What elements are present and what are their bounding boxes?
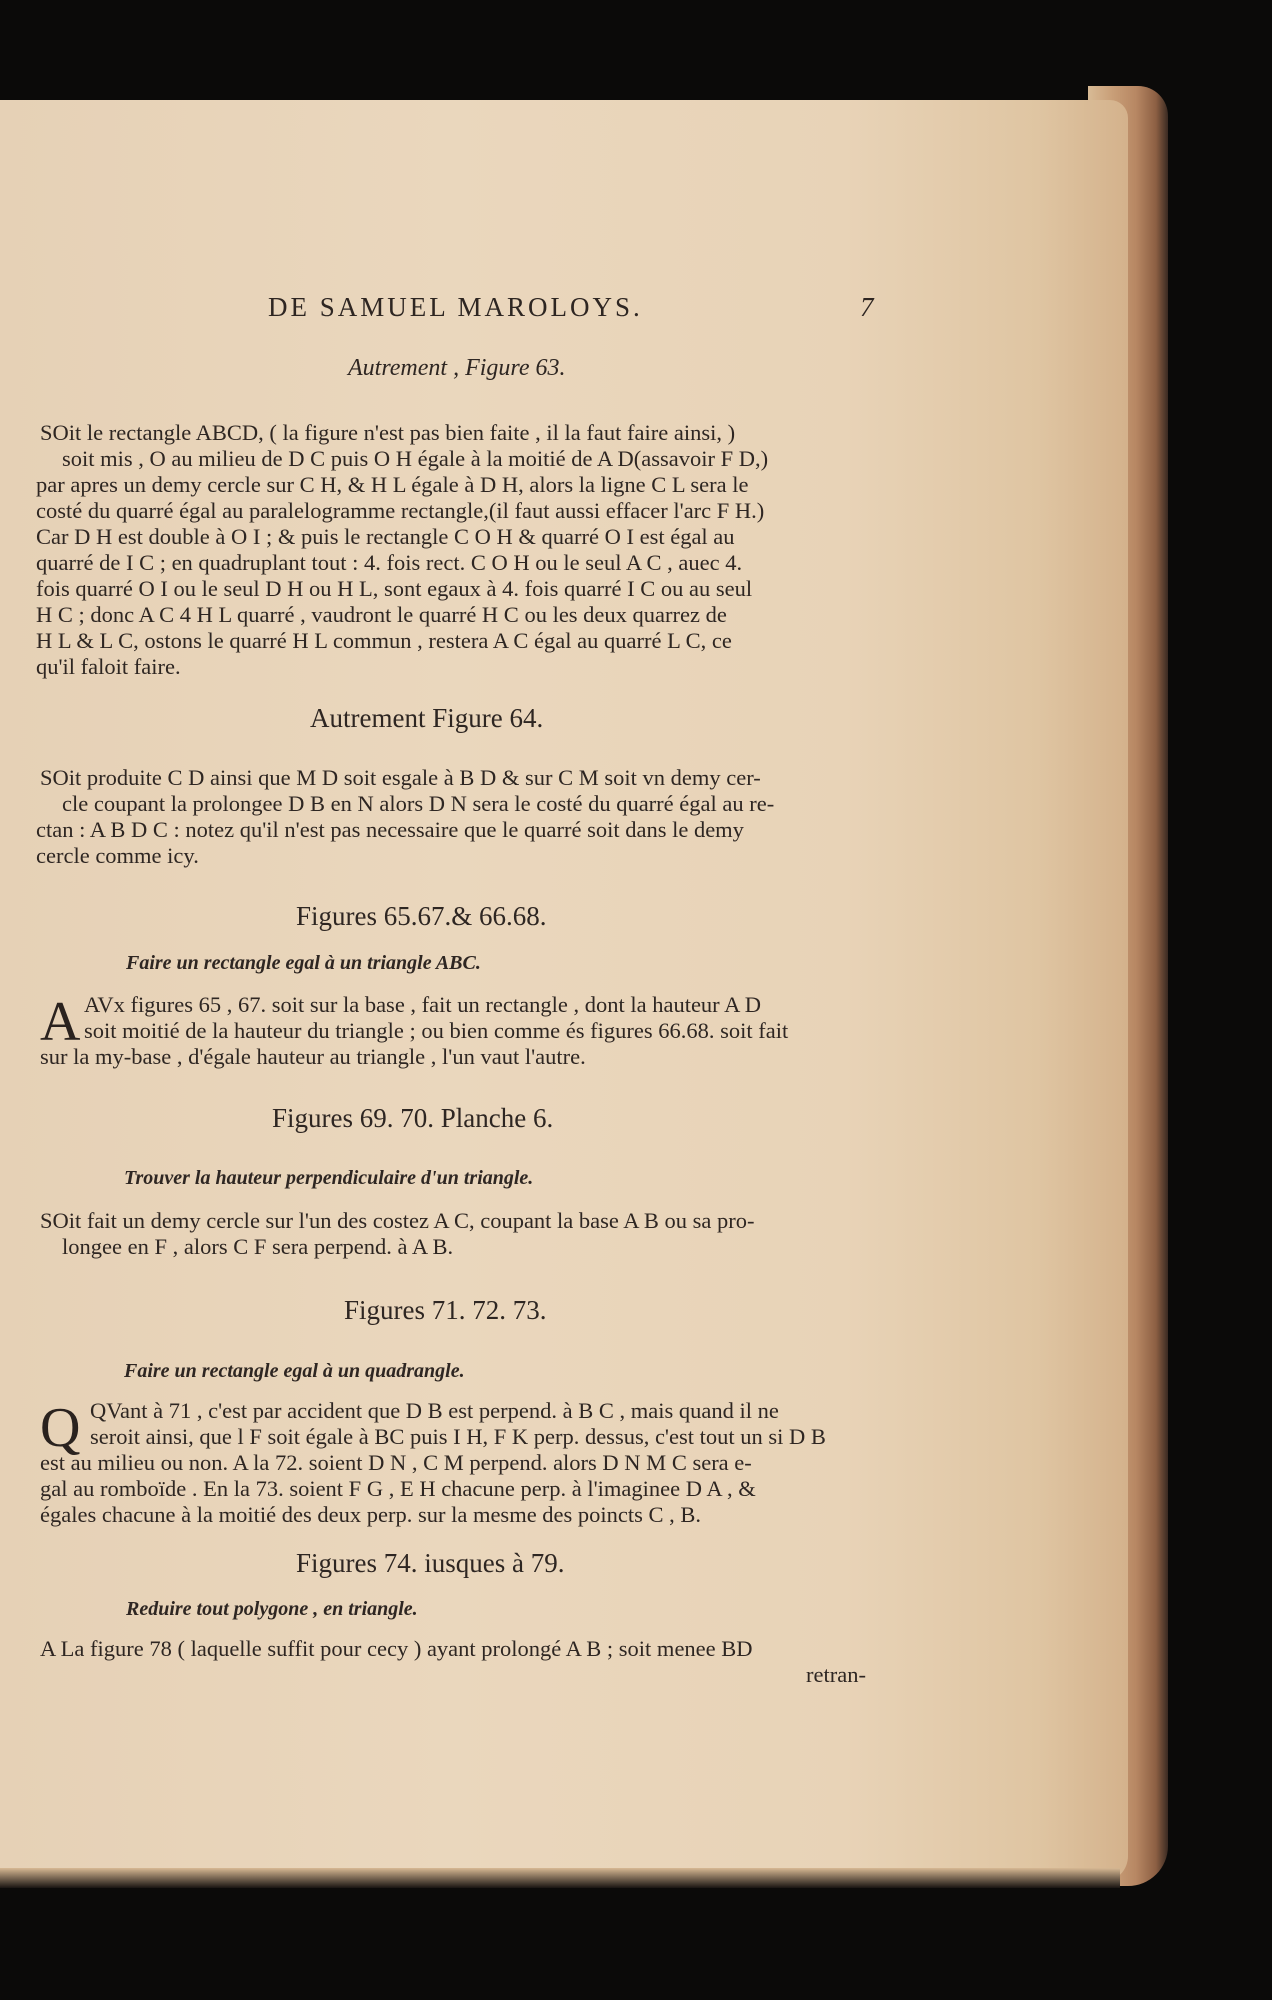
section-heading: Figures 74. iusques à 79. — [296, 1548, 565, 1578]
text-line: QVant à 71 , c'est par accident que D B est perpend. à B C , mais quand il ne — [90, 1398, 779, 1423]
section-heading: Autrement Figure 64. — [310, 703, 544, 733]
text-line: quarré de I C ; en quadruplant tout : 4. fois rect. C O H ou le seul A C , auec 4. — [36, 550, 743, 575]
text-line: sur la my-base , d'égale hauteur au triangle , l'un vaut l'autre. — [40, 1044, 586, 1069]
text-line: Car D H est double à O I ; & puis le rectangle C O H & quarré O I est égal au — [36, 524, 735, 549]
section-subheading: Faire un rectangle egal à un triangle ABC. — [126, 952, 481, 974]
text-line: cercle comme icy. — [36, 843, 199, 868]
section-heading: Figures 65.67.& 66.68. — [296, 901, 547, 931]
text-line: soit moitié de la hauteur du triangle ; ou bien comme és figures 66.68. soit fait — [84, 1018, 789, 1043]
section-heading: Figures 71. 72. 73. — [344, 1295, 547, 1325]
text-line: H L & L C, ostons le quarré H L commun , restera A C égal au quarré L C, ce — [36, 628, 732, 653]
text-line: SOit produite C D ainsi que M D soit esgale à B D & sur C M soit vn demy cer- — [40, 765, 761, 790]
text-line: longee en F , alors C F sera perpend. à A B. — [62, 1234, 454, 1259]
text-line: soit mis , O au milieu de D C puis O H égale à la moitié de A D(assavoir F D,) — [62, 446, 769, 471]
section-heading: Figures 69. 70. Planche 6. — [272, 1103, 554, 1133]
text-line: fois quarré O I ou le seul D H ou H L, sont egaux à 4. fois quarré I C ou au seul — [36, 576, 753, 601]
text-line: est au milieu ou non. A la 72. soient D N , C M perpend. alors D N M C sera e- — [40, 1450, 752, 1475]
text-line: par apres un demy cercle sur C H, & H L égale à D H, alors la ligne C L sera le — [36, 472, 749, 497]
drop-cap-letter: Q — [40, 1397, 81, 1459]
page-number: 7 — [860, 292, 877, 322]
text-line: gal au romboïde . En la 73. soient F G , E H chacune perp. à l'imaginee D A , & — [40, 1476, 756, 1501]
text-line: SOit le rectangle ABCD, ( la figure n'est pas bien faite , il la faut faire ainsi, ) — [40, 420, 736, 445]
section-subheading: Trouver la hauteur perpendiculaire d'un triangle. — [124, 1167, 534, 1189]
text-line: seroit ainsi, que l F soit égale à BC puis I H, F K perp. dessus, c'est tout un si D B — [90, 1424, 826, 1449]
text-line: A La figure 78 ( laquelle suffit pour cecy ) ayant prolongé A B ; soit menee BD — [40, 1636, 753, 1661]
text-line: ctan : A B D C : notez qu'il n'est pas necessaire que le quarré soit dans le demy — [36, 817, 744, 842]
text-line: cle coupant la prolongee D B en N alors D N sera le costé du quarré égal au re- — [62, 791, 775, 816]
text-line: qu'il faloit faire. — [36, 654, 181, 679]
page-bottom-edge — [0, 1868, 1120, 1888]
section-subheading: Faire un rectangle egal à un quadrangle. — [124, 1360, 465, 1382]
text-line: AVx figures 65 , 67. soit sur la base , fait un rectangle , dont la hauteur A D — [84, 992, 761, 1017]
section-subheading: Reduire tout polygone , en triangle. — [126, 1598, 418, 1620]
text-line: SOit fait un demy cercle sur l'un des costez A C, coupant la base A B ou sa pro- — [40, 1208, 755, 1233]
text-line: H C ; donc A C 4 H L quarré , vaudront le quarré H C ou les deux quarrez de — [36, 602, 727, 627]
catchword: retran- — [806, 1662, 866, 1687]
text-line: costé du quarré égal au paralelogramme rectangle,(il faut aussi effacer l'arc F H.) — [36, 498, 765, 523]
running-title: DE SAMUEL MAROLOYS. — [268, 292, 643, 322]
drop-cap-letter: A — [40, 991, 81, 1053]
text-line: égales chacune à la moitié des deux perp. sur la mesme des poincts C , B. — [40, 1502, 702, 1527]
section-heading: Autrement , Figure 63. — [348, 355, 566, 381]
